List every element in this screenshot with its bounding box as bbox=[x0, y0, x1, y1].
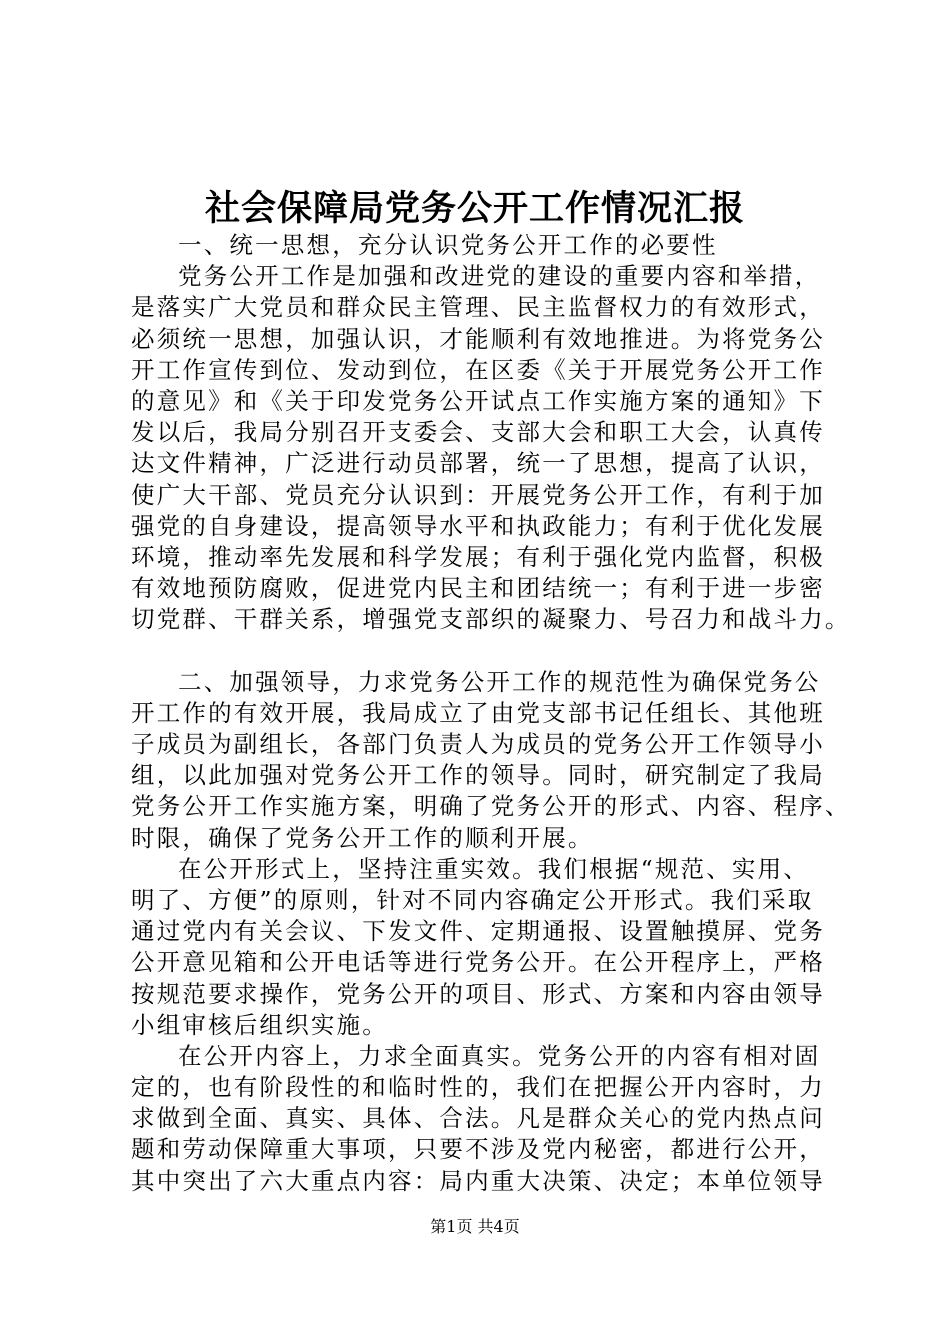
paragraph-line: 开工作的有效开展，我局成立了由党支部书记任组长、其他班 bbox=[131, 698, 825, 727]
paragraph-line: 开工作宣传到位、发动到位，在区委《关于开展党务公开工作 bbox=[131, 355, 825, 384]
document-title: 社会保障局党务公开工作情况汇报 bbox=[204, 188, 745, 229]
paragraph-line: 定的，也有阶段性的和临时性的，我们在把握公开内容时，力 bbox=[131, 1073, 825, 1102]
paragraph-line: 必须统一思想，加强认识，才能顺利有效地推进。为将党务公 bbox=[131, 324, 825, 353]
paragraph-line: 小组审核后组织实施。 bbox=[131, 1010, 388, 1039]
paragraph-line: 子成员为副组长，各部门负责人为成员的党务公开工作领导小 bbox=[131, 730, 825, 758]
paragraph-line: 使广大干部、党员充分认识到：开展党务公开工作，有利于加 bbox=[131, 480, 825, 509]
paragraph-line: 达文件精神，广泛进行动员部署，统一了思想，提高了认识， bbox=[131, 449, 825, 478]
paragraph-line: 其中突出了六大重点内容：局内重大决策、决定；本单位领导 bbox=[131, 1166, 825, 1195]
paragraph-line: 环境，推动率先发展和科学发展；有利于强化党内监督，积极 bbox=[131, 542, 825, 571]
paragraph-line: 公开意见箱和公开电话等进行党务公开。在公开程序上，严格 bbox=[131, 948, 825, 977]
paragraph-line: 时限，确保了党务公开工作的顺利开展。 bbox=[131, 823, 594, 852]
paragraph-line: 在公开内容上，力求全面真实。党务公开的内容有相对固 bbox=[178, 1041, 821, 1070]
section-heading-2: 二、加强领导，力求党务公开工作的规范性为确保党务公 bbox=[178, 667, 821, 696]
paragraph-gap bbox=[131, 635, 851, 666]
section-heading-1: 一、统一思想，充分认识党务公开工作的必要性 bbox=[178, 231, 718, 259]
paragraph-line: 有效地预防腐败，促进党内民主和团结统一；有利于进一步密 bbox=[131, 574, 825, 603]
paragraph-line: 组，以此加强对党务公开工作的领导。同时，研究制定了我局 bbox=[131, 761, 825, 790]
paragraph-line: 是落实广大党员和群众民主管理、民主监督权力的有效形式， bbox=[131, 293, 825, 322]
document-body bbox=[131, 230, 851, 1197]
paragraph-line: 切党群、干群关系，增强党支部织的凝聚力、号召力和战斗力。 bbox=[131, 605, 851, 634]
paragraph-line: 强党的自身建设，提高领导水平和执政能力；有利于优化发展 bbox=[131, 511, 825, 540]
paragraph-line: 党务公开工作是加强和改进党的建设的重要内容和举措， bbox=[178, 262, 821, 291]
paragraph-line: 按规范要求操作，党务公开的项目、形式、方案和内容由领导 bbox=[131, 979, 825, 1008]
paragraph-line: 通过党内有关会议、下发文件、定期通报、设置触摸屏、党务 bbox=[131, 917, 825, 946]
paragraph-line: 题和劳动保障重大事项，只要不涉及党内秘密，都进行公开， bbox=[131, 1135, 825, 1164]
paragraph-line: 求做到全面、真实、具体、合法。凡是群众关心的党内热点问 bbox=[131, 1104, 825, 1133]
paragraph-line: 的意见》和《关于印发党务公开试点工作实施方案的通知》下 bbox=[131, 386, 825, 415]
paragraph-line: 在公开形式上，坚持注重实效。我们根据“规范、实用、 bbox=[178, 854, 810, 883]
paragraph-line: 明了、方便”的原则，针对不同内容确定公开形式。我们采取 bbox=[131, 885, 814, 914]
page-footer: 第1页 共4页 bbox=[430, 1217, 520, 1236]
paragraph-line: 发以后，我局分别召开支委会、支部大会和职工大会，认真传 bbox=[131, 418, 825, 447]
paragraph-line: 党务公开工作实施方案，明确了党务公开的形式、内容、程序、 bbox=[131, 792, 851, 821]
